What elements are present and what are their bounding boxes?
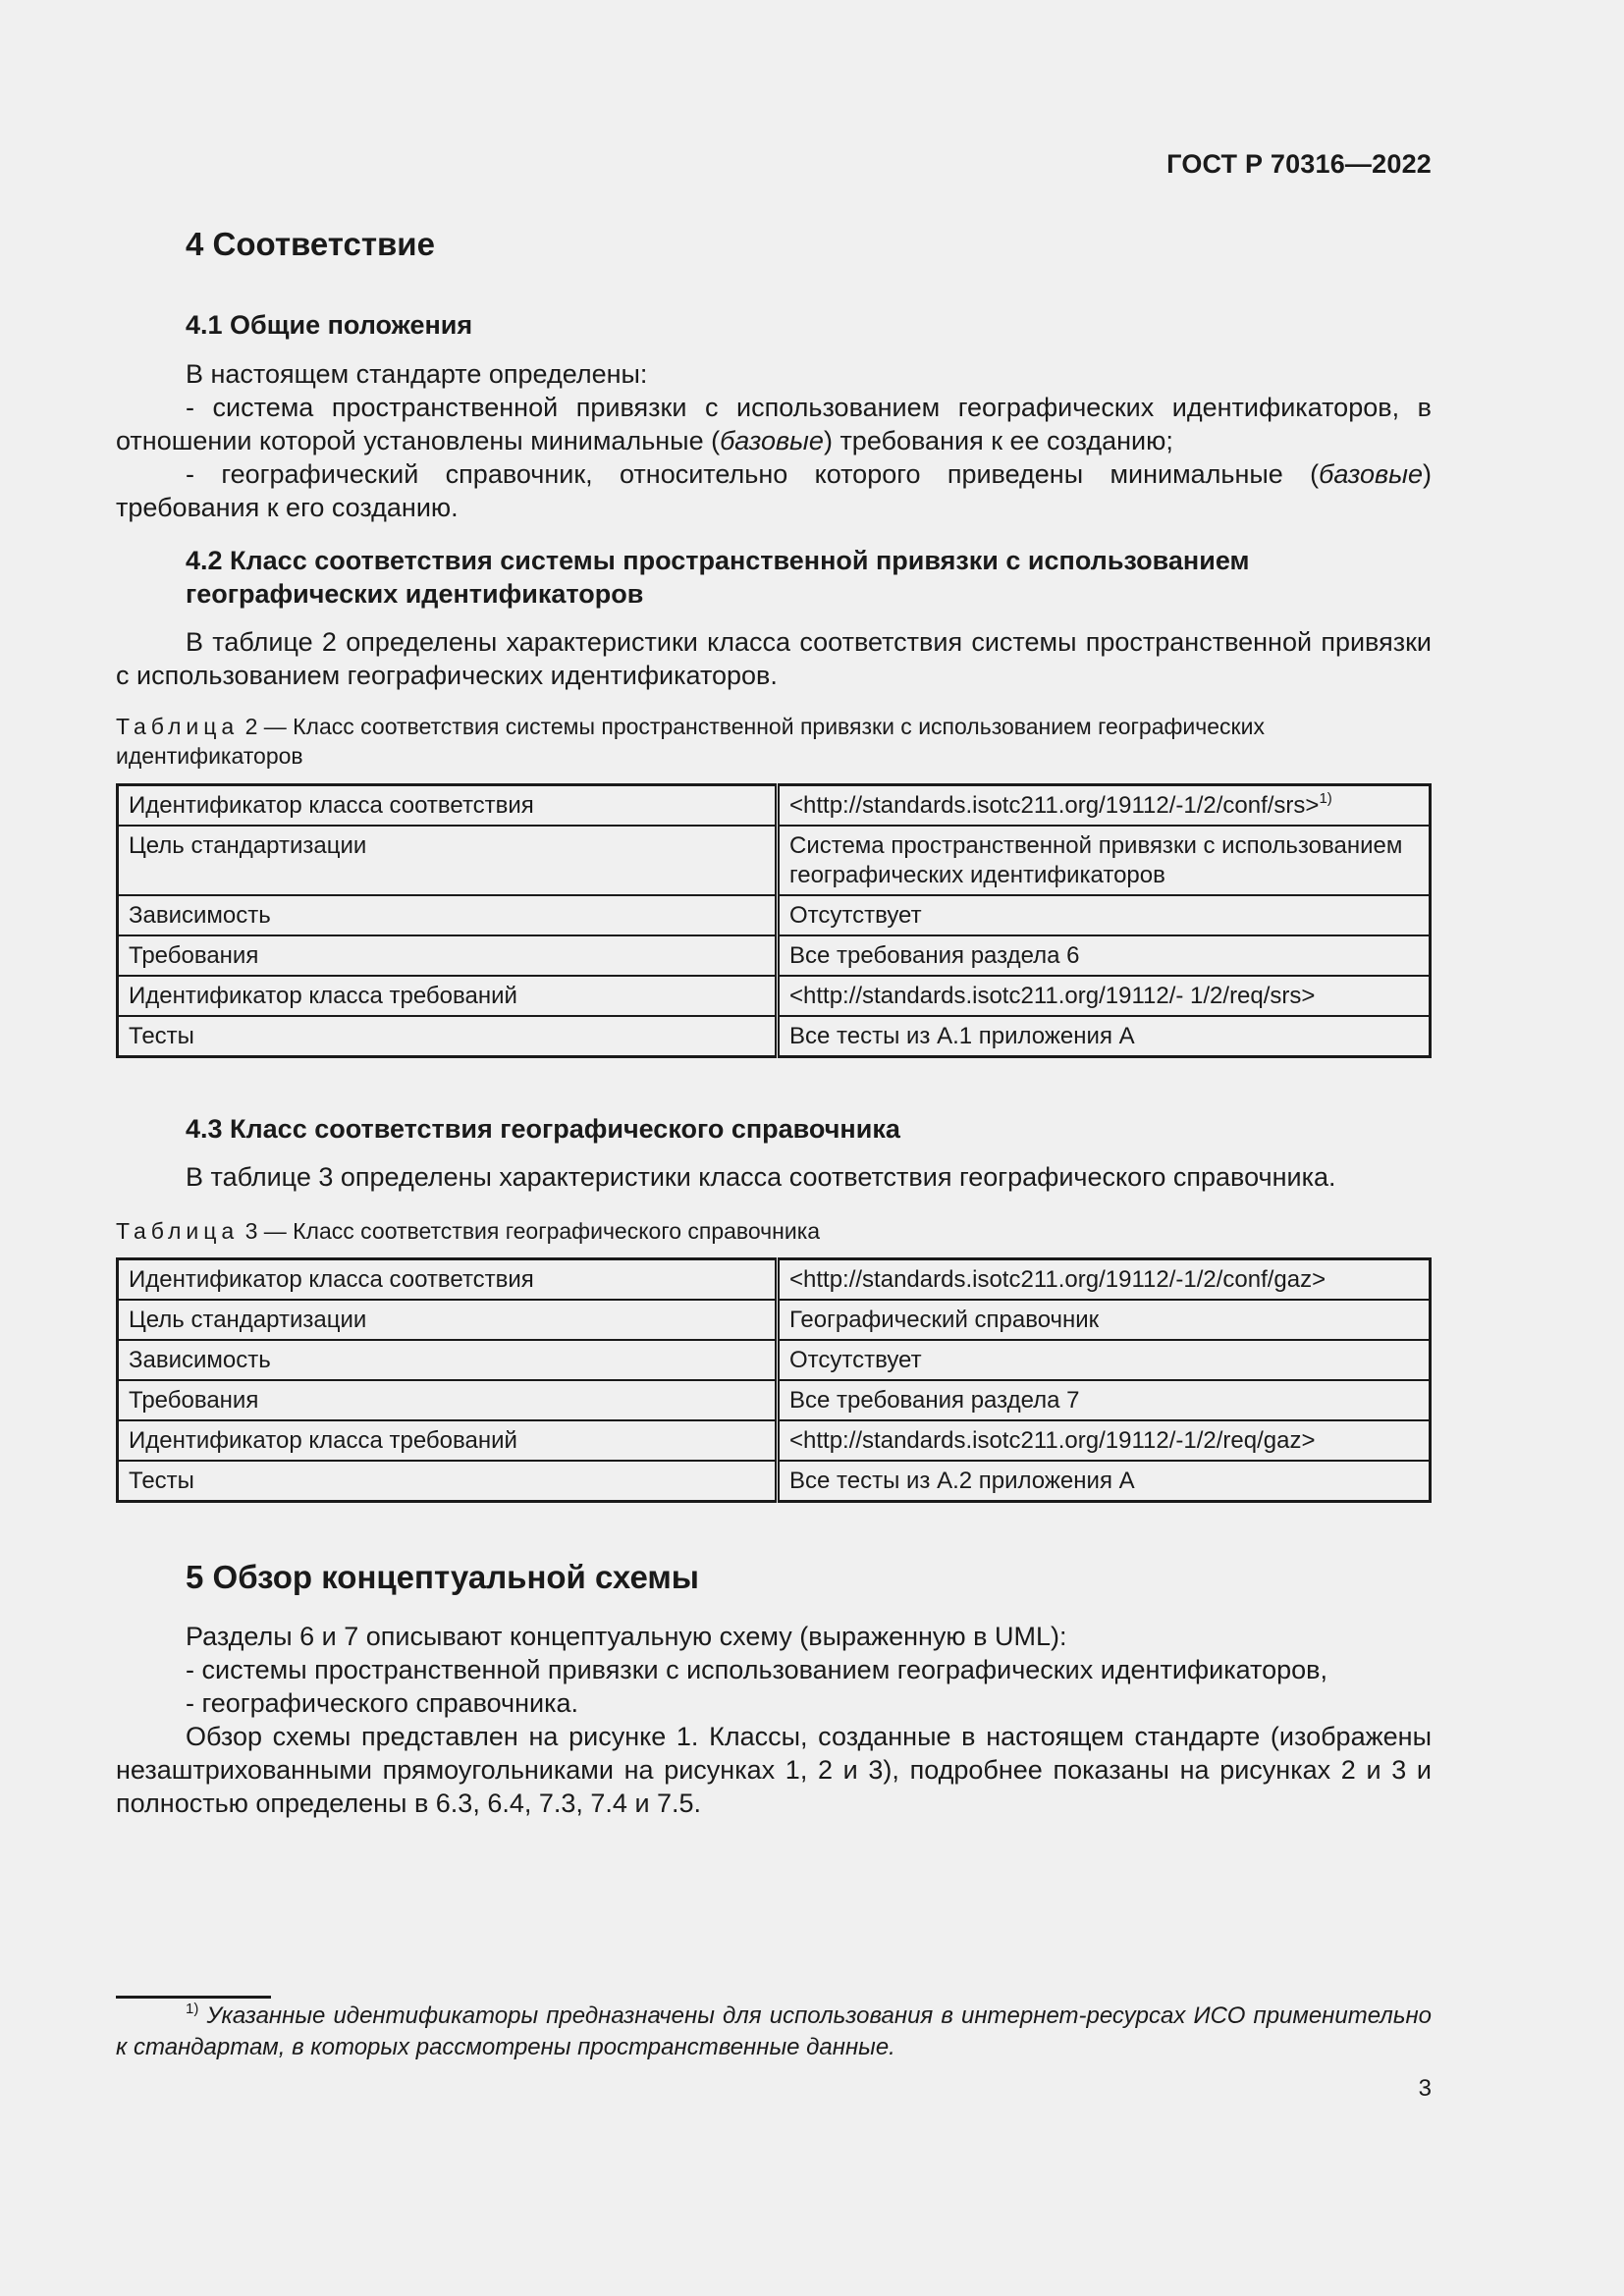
row-label: Зависимость [118,1340,778,1380]
row-value: Отсутствует [778,895,1431,935]
page-number: 3 [1418,2075,1432,2102]
row-value: <http://standards.isotc211.org/19112/- 1/2/req/srs> [778,976,1431,1016]
row-label: Требования [118,935,778,976]
section-5-title: 5 Обзор концептуальной схемы [186,1559,699,1595]
row-value: Все требования раздела 7 [778,1380,1431,1420]
subsection-4-3-text: В таблице 3 определены характеристики класса соответствия географического справочника. [186,1162,1336,1192]
table-row [118,1259,1431,1301]
row-value: <http://standards.isotc211.org/19112/-1/2/req/gaz> [778,1420,1431,1461]
footnote-divider [116,1996,271,1999]
table-row [118,1016,1431,1057]
table-row [118,935,1431,976]
table-row [118,1380,1431,1420]
table-3 [116,1257,1432,1503]
row-label: Идентификатор класса требований [118,976,778,1016]
footnote-ref: 1) [1319,790,1332,807]
table-2 [116,783,1432,1058]
table-2-caption: Таблица 2 — Класс соответствия системы пространственной привязки с использованием географических идентификаторов [116,714,1265,769]
subsection-4-2-text: В таблице 2 определены характеристики класса соответствия системы пространственной привязки с использованием географических идентификаторов. [116,627,1432,690]
row-value: Географический справочник [778,1300,1431,1340]
row-value: Система пространственной привязки с использованием географических идентификаторов [778,826,1431,895]
subsection-4-3-title: 4.3 Класс соответствия географического справочника [186,1114,900,1144]
list-item: - географический справочник, относительно которого приведены минимальные (базовые) требования к его созданию. [116,459,1432,522]
row-label: Цель стандартизации [118,826,778,895]
subsection-4-1-text [116,357,1432,524]
subsection-4-2-title: 4.2 Класс соответствия системы пространственной привязки с использованием географических идентификаторов [186,546,1250,609]
subsection-4-1-title: 4.1 Общие положения [186,310,473,340]
table-row [118,1420,1431,1461]
row-label: Идентификатор класса требований [118,1420,778,1461]
table-row [118,785,1431,827]
table-row [118,1340,1431,1380]
row-label: Тесты [118,1016,778,1057]
row-value: <http://standards.isotc211.org/19112/-1/2/conf/gaz> [778,1259,1431,1301]
row-label: Цель стандартизации [118,1300,778,1340]
table-row [118,895,1431,935]
row-value: Все тесты из А.2 приложения А [778,1461,1431,1502]
row-value: <http://standards.isotc211.org/19112/-1/2/conf/srs>$^{1)}$ [778,785,1431,827]
footnote: $^{1)}$ Указанные идентификаторы предназначены для использования в интернет-ресурсах ИСО применительно к стандартам, в которых рассмотрены пространственные данные. [116,2001,1432,2060]
document-code: ГОСТ Р 70316—2022 [1166,149,1432,179]
section-4-title: 4 Соответствие [186,226,435,262]
table-row [118,826,1431,895]
row-label: Зависимость [118,895,778,935]
row-value: Все тесты из А.1 приложения А [778,1016,1431,1057]
paragraph: В настоящем стандарте определены: [186,359,648,389]
table-row [118,1461,1431,1502]
row-label: Тесты [118,1461,778,1502]
row-label: Идентификатор класса соответствия [118,785,778,827]
row-value: Все требования раздела 6 [778,935,1431,976]
table-3-caption: Таблица 3 — Класс соответствия географического справочника [116,1218,821,1244]
row-label: Идентификатор класса соответствия [118,1259,778,1301]
table-row [118,976,1431,1016]
row-value: Отсутствует [778,1340,1431,1380]
row-label: Требования [118,1380,778,1420]
section-5-text: Разделы 6 и 7 описывают концептуальную схему (выраженную в UML): - системы пространственной привязки с использованием географических идентификаторов, - географического справочника. Обзор схемы представлен на рисунке 1. Классы, созданные в настоящем стандарте (изображены незаштрихованными прямоугольниками на рисунках 1, 2 и 3), подробнее показаны на рисунках 2 и 3 и полностью определены в 6.3, 6.4, 7.3, 7.4 и 7.5. [116,1622,1432,1818]
list-item: - система пространственной привязки с использованием географических идентификаторов, в отношении которой установлены минимальные (базовые) требования к ее созданию; [116,393,1432,455]
table-row [118,1300,1431,1340]
